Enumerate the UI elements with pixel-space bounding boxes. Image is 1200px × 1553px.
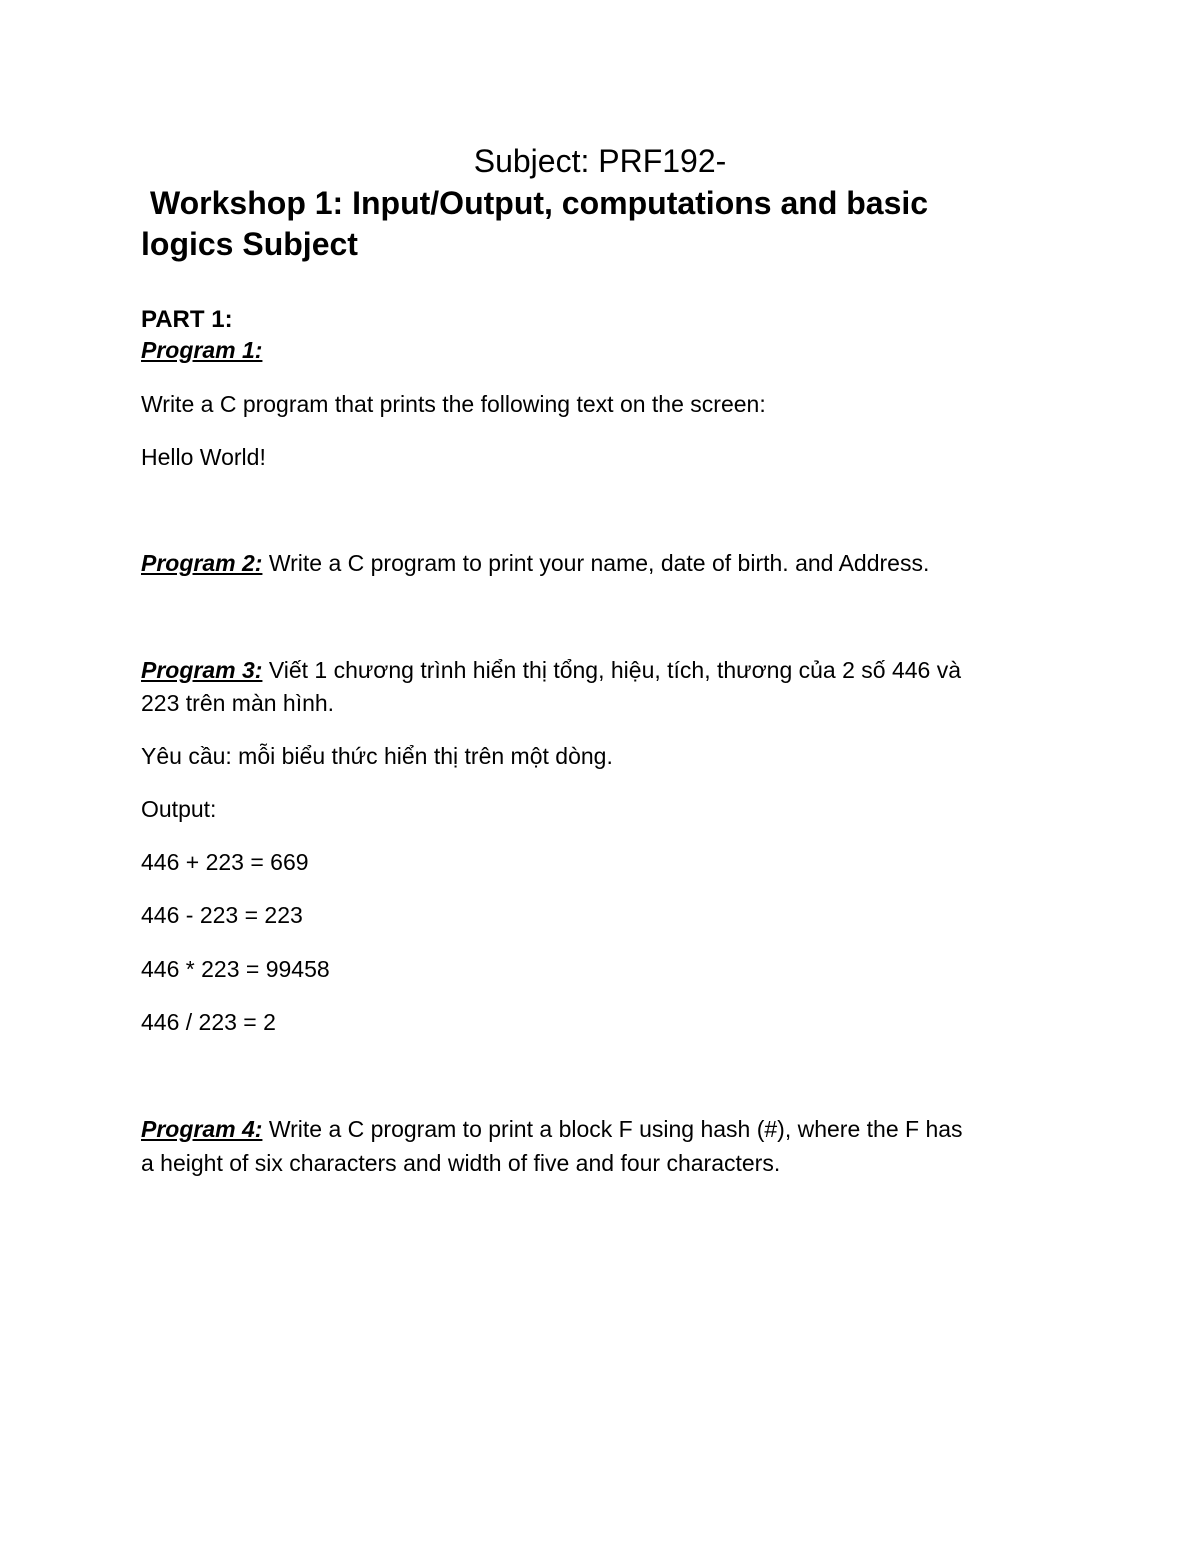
program1-instruction: Write a C program that prints the following text on the screen: xyxy=(141,391,766,417)
program1-heading xyxy=(141,334,262,366)
program1-sample-output: Hello World! xyxy=(141,444,266,470)
program4-text-line1: Write a C program to print a block F using hash (#), where the F has xyxy=(262,1116,963,1142)
program4-paragraph-line1 xyxy=(141,1113,963,1145)
program3-requirement: Yêu cầu: mỗi biểu thức hiển thị trên một dòng. xyxy=(141,743,613,769)
program3-output-sum: 446 + 223 = 669 xyxy=(141,849,309,875)
program3-paragraph-line2: 223 trên màn hình. xyxy=(141,690,335,716)
program1-label: Program 1: xyxy=(141,337,263,363)
title-subject xyxy=(0,141,1200,181)
title-subject-text: Subject: PRF192- xyxy=(473,143,727,179)
program3-output-quotient: 446 / 223 = 2 xyxy=(141,1009,276,1035)
program4-paragraph-line2: a height of six characters and width of five and four characters. xyxy=(141,1150,781,1176)
program3-label: Program 3: xyxy=(141,657,263,683)
program4-label: Program 4: xyxy=(141,1116,263,1142)
program3-text-line1: Viết 1 chương trình hiển thị tổng, hiệu, tích, thương của 2 số 446 và xyxy=(262,657,962,683)
program2-paragraph xyxy=(141,547,929,579)
program2-label: Program 2: xyxy=(141,550,263,576)
title-workshop-continued: logics Subject xyxy=(141,226,358,262)
title-workshop: Workshop 1: Input/Output, computations and basic xyxy=(150,185,929,221)
program3-output-difference: 446 - 223 = 223 xyxy=(141,902,303,928)
program3-output-product: 446 * 223 = 99458 xyxy=(141,956,330,982)
program3-paragraph-line1 xyxy=(141,654,961,686)
program3-output-label: Output: xyxy=(141,796,217,822)
part-heading: PART 1: xyxy=(141,306,233,333)
program2-text: Write a C program to print your name, date of birth. and Address. xyxy=(262,550,930,576)
